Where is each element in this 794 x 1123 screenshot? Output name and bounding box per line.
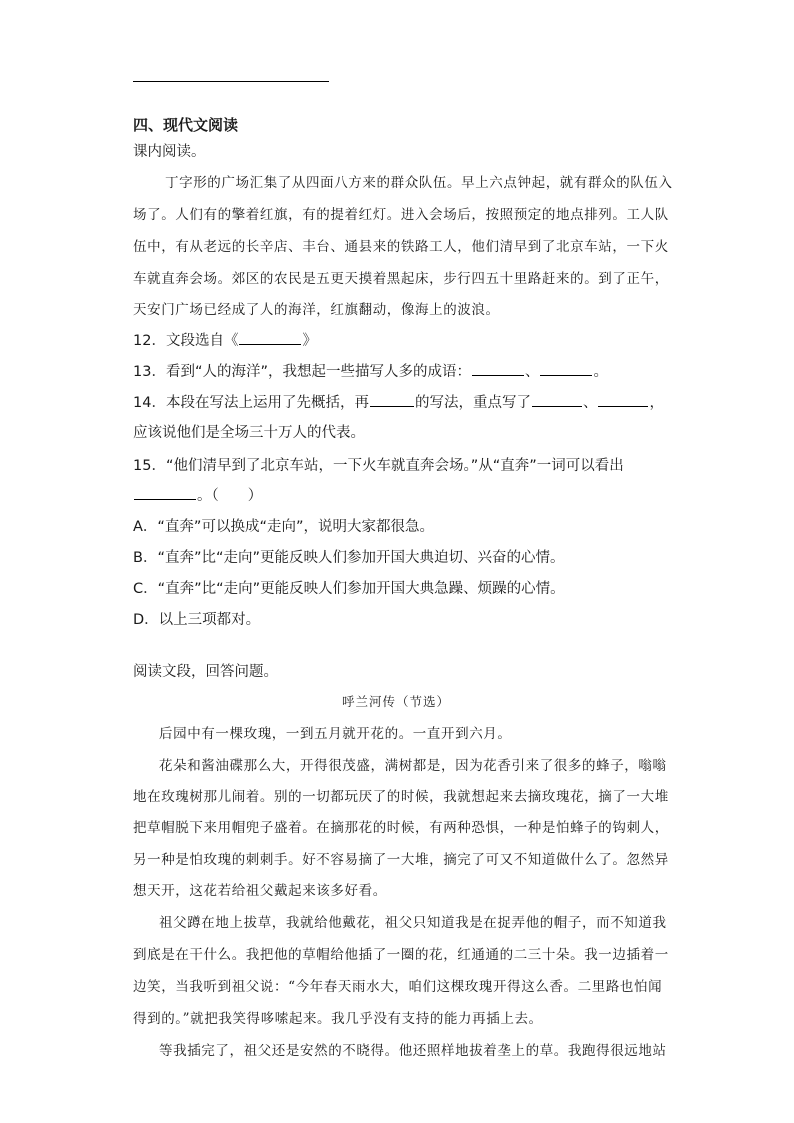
passage2-line: 把草帽脱下来用帽兜子盛着。在摘那花的时候，有两种恐惧，一种是怕蜂子的钩刺人， [133, 820, 669, 836]
passage1-line: 丁字形的广场汇集了从四面八方来的群众队伍。早上六点钟起，就有群众的队伍入 [165, 175, 673, 191]
question-14-text: 14．本段在写法上运用了先概括，再 [133, 395, 369, 411]
option-a[interactable]: A．“直奔”可以换成“走向”，说明大家都很急。 [133, 519, 434, 535]
section-intro: 课内阅读。 [133, 144, 206, 160]
reading-instruction: 阅读文段，回答问题。 [133, 664, 278, 680]
answer-blank[interactable] [532, 392, 582, 407]
answer-blank[interactable] [540, 361, 592, 376]
passage2-line: 得到的。”就把我笑得哆嗦起来。我几乎没有支持的能力再插上去。 [133, 1011, 543, 1027]
question-14 [133, 391, 664, 412]
answer-blank[interactable] [134, 485, 196, 500]
passage1-line: 场了。人们有的擎着红旗，有的提着红灯。进入会场后，按照预定的地点排列。工人队 [133, 207, 669, 223]
question-14-separator: 、 [582, 395, 598, 411]
answer-blank[interactable] [239, 330, 301, 345]
passage2-line: 到底是在干什么。我把他的草帽给他插了一圈的花，红通通的二三十朵。我一边插着一 [133, 947, 669, 963]
question-15-continued [133, 484, 262, 505]
passage1-line: 车就直奔会场。郊区的农民是五更天摸着黑起床，步行四五十里路赶来的。到了正午， [133, 271, 669, 287]
option-c[interactable]: C．“直奔”比“走向”更能反映人们参加开国大典急躁、烦躁的心情。 [133, 581, 565, 597]
question-14-end: ， [649, 395, 664, 411]
option-d[interactable]: D．以上三项都对。 [133, 612, 261, 628]
passage1-line: 天安门广场已经成了人的海洋，红旗翻动，像海上的波浪。 [133, 302, 500, 318]
question-12-prefix: 12．文段选自《 [133, 333, 239, 349]
passage2-line: 地在玫瑰树那儿闹着。别的一切都玩厌了的时候，我就想起来去摘玫瑰花，摘了一大堆 [133, 789, 669, 805]
question-13-separator: 、 [524, 364, 540, 380]
top-divider [133, 81, 329, 82]
question-15-end: 。（ ） [197, 488, 263, 504]
answer-blank[interactable] [370, 392, 414, 407]
option-b[interactable]: B．“直奔”比“走向”更能反映人们参加开国大典迫切、兴奋的心情。 [133, 550, 565, 566]
section-heading: 四、现代文阅读 [133, 116, 239, 134]
question-12-suffix: 》 [302, 333, 317, 349]
passage2-line: 边笑，当我听到祖父说：“今年春天雨水大，咱们这棵玫瑰开得这么香。二里路也怕闻 [133, 979, 663, 995]
passage2-line: 祖父蹲在地上拔草，我就给他戴花，祖父只知道我是在捉弄他的帽子，而不知道我 [159, 915, 667, 931]
answer-blank[interactable] [598, 392, 648, 407]
question-13 [133, 360, 608, 381]
question-15: 15．“他们清早到了北京车站，一下火车就直奔会场。”从“直奔”一词可以看出 [133, 458, 624, 474]
question-14-text: 的写法，重点写了 [414, 395, 531, 411]
question-12 [133, 329, 317, 350]
answer-blank[interactable] [472, 361, 524, 376]
question-13-end: 。 [593, 364, 608, 380]
passage2-line: 想天开，这花若给祖父戴起来该多好看。 [133, 883, 387, 899]
question-14-continued: 应该说他们是全场三十万人的代表。 [133, 425, 365, 441]
passage2-line: 后园中有一棵玫瑰，一到五月就开花的。一直开到六月。 [159, 726, 512, 742]
question-13-prefix: 13．看到“人的海洋”，我想起一些描写人多的成语： [133, 364, 471, 380]
passage-title: 呼兰河传（节选） [342, 694, 451, 709]
passage2-line: 另一种是怕玫瑰的刺刺手。好不容易摘了一大堆，摘完了可又不知道做什么了。忽然异 [133, 852, 669, 868]
passage2-line: 花朵和酱油碟那么大，开得很茂盛，满树都是，因为花香引来了很多的蜂子，嗡嗡 [159, 758, 667, 774]
passage2-line: 等我插完了，祖父还是安然的不晓得。他还照样地拔着垄上的草。我跑得很远地站 [159, 1043, 667, 1059]
passage1-line: 伍中，有从老远的长辛店、丰台、通县来的铁路工人，他们清早到了北京车站，一下火 [133, 239, 669, 255]
